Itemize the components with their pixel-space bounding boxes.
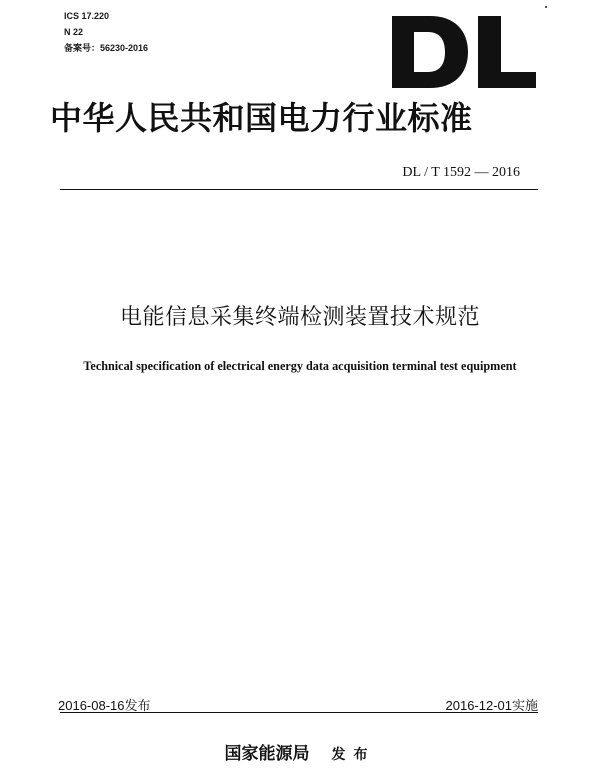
dl-logo-graphic (390, 14, 538, 90)
ccs-code: N 22 (64, 27, 84, 37)
standard-category: 中华人民共和国电力行业标准 (50, 99, 473, 137)
document-title-english: Technical specification of electrical energy data acquisition terminal test equipment (83, 359, 517, 373)
filing-number: 备案号：56230-2016 (64, 43, 149, 53)
publisher-verb: 发布 (331, 747, 376, 763)
issue-date: 2016-08-16发布 (58, 698, 151, 713)
dl-logo (390, 14, 538, 90)
ics-code: ICS 17.220 (64, 11, 110, 21)
bottom-rule (60, 712, 538, 713)
publisher-name: 国家能源局 (224, 744, 310, 764)
scan-speck (545, 6, 547, 8)
document-title-chinese: 电能信息采集终端检测装置技术规范 (119, 305, 480, 330)
top-rule (60, 189, 538, 190)
implementation-date: 2016-12-01实施 (445, 698, 538, 713)
classification-block (64, 8, 148, 56)
publisher-line (0, 739, 600, 764)
standard-number: DL / T 1592 — 2016 (402, 165, 520, 180)
